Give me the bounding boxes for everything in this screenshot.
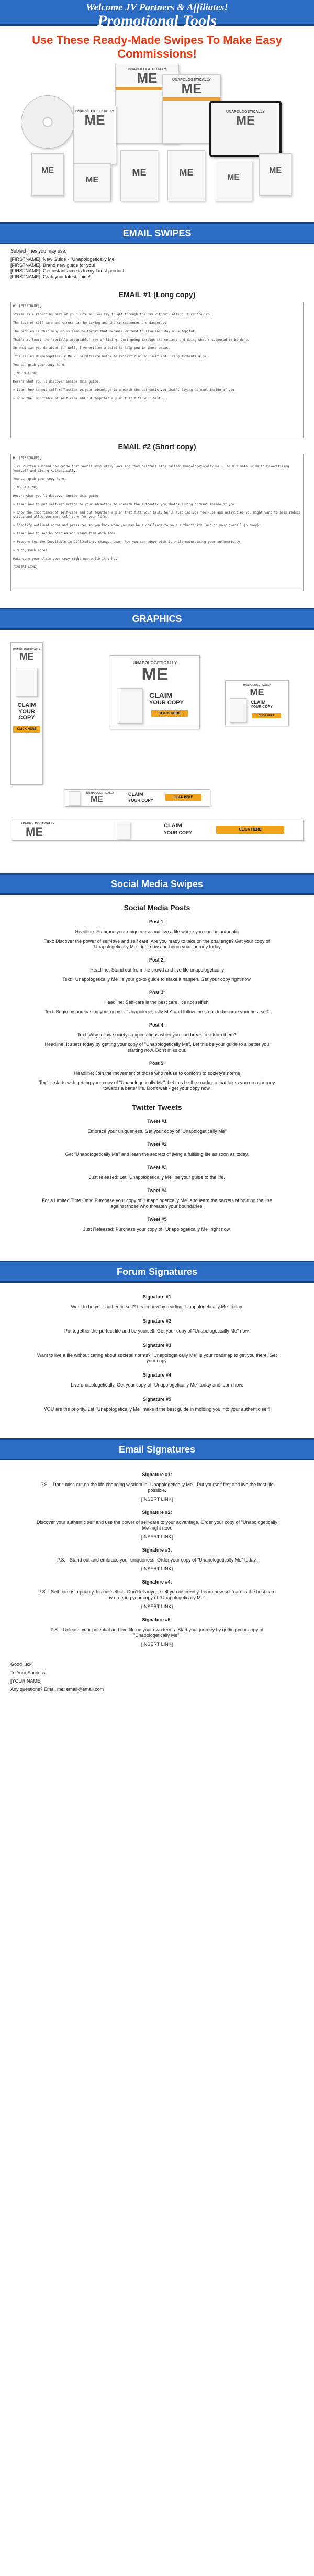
signature-link: [INSERT LINK] bbox=[141, 1566, 173, 1571]
subject-intro: Subject lines you may use: bbox=[10, 248, 67, 254]
product-book-small-4 bbox=[167, 150, 205, 201]
banner-claim: CLAIM bbox=[17, 702, 36, 708]
tweet-label: Tweet #2 bbox=[147, 1142, 167, 1147]
signature-label: Signature #1: bbox=[142, 1472, 172, 1477]
section-email-swipes: EMAIL SWIPES bbox=[0, 222, 314, 244]
book-title: ME bbox=[84, 112, 105, 128]
banner-product-image bbox=[117, 822, 130, 839]
email-signature bbox=[0, 1617, 314, 1647]
email1-textarea[interactable]: Hi [FIRSTNAME], Stress is a recurring part of your life and you try to get through the day without letting it control you. The lack of self-care and stress can be taxing and the consequences are dangerous. The problem is that many of us seem to forget that because we tend to live each day on autopilot. That's at least the "socially acceptable" way of living. Just going through the motions and doing what's supposed to be done. So what can you do about it? Well, I've written a guide to help you in these areas. It's called Unapologetically Me - The Ultimate Guide to Prioritizing Yourself and Living Authentically. You can grab your copy here: [INSERT LINK] Here's what you'll discover inside this guide: > Learn how to put self-reflection to your advantage to unearth the authentic you that's living dormant inside of you. > Know the importance of self-care and put together a plan that fits your best... bbox=[10, 302, 304, 438]
post-line: Headline: It starts today by getting your copy of "Unapologetically Me". Let this be your guide to a better you starting now. Don't miss out. bbox=[44, 1042, 270, 1053]
post-line: Text: "Unapologetically Me" is your go-to guide to make it happen. Get your copy right now. bbox=[62, 977, 252, 982]
banner-product-image bbox=[118, 688, 143, 724]
product-book-small-1 bbox=[31, 153, 64, 196]
banner-leaderboard-small[interactable] bbox=[65, 789, 210, 807]
tweet-text: Get "Unapologetically Me" and learn the secrets of living a fulfilling life as soon as today. bbox=[65, 1152, 249, 1157]
post-label: Post 5: bbox=[149, 1061, 165, 1066]
signature-label: Signature #2 bbox=[142, 1318, 172, 1324]
signature-label: Signature #5 bbox=[142, 1396, 172, 1402]
post-label: Post 4: bbox=[149, 1022, 165, 1028]
banner-claim: CLAIM bbox=[251, 700, 266, 705]
forum-signature bbox=[0, 1372, 314, 1388]
banner-square[interactable] bbox=[110, 655, 200, 729]
signature-label: Signature #2: bbox=[142, 1510, 172, 1515]
subject-line: [FIRSTNAME], Get instant access to my latest product! bbox=[10, 268, 126, 274]
post-line: Headline: Stand out from the crowd and live life unapologetically bbox=[90, 967, 224, 973]
social-post bbox=[0, 1061, 314, 1091]
post-line: Text: Begin by purchasing your copy of "Unapologetically Me" and follow the steps to become your best self. bbox=[44, 1009, 270, 1014]
post-line: Text: Why follow society's expectations when you can break free from them? bbox=[77, 1032, 237, 1038]
forum-signature bbox=[0, 1294, 314, 1310]
banner-title: ME bbox=[250, 687, 264, 697]
product-disc bbox=[21, 95, 74, 149]
post-line: Headline: Join the movement of those who refuse to conform to society's norms bbox=[74, 1071, 240, 1076]
email-signature bbox=[0, 1579, 314, 1610]
banner-product-image bbox=[230, 698, 246, 723]
post-line: Headline: Self-care is the best care. It's not selfish. bbox=[104, 1000, 210, 1005]
signature-link: [INSERT LINK] bbox=[141, 1497, 173, 1502]
closing-line: [YOUR NAME] bbox=[10, 1678, 42, 1684]
banner-kicker: UNAPOLOGETICALLY bbox=[13, 648, 41, 651]
signature-text: P.S. - Unleash your potential and live life on your own terms. Start your journey by getting your copy of "Unapologetically Me". bbox=[50, 1627, 264, 1638]
contact-email[interactable]: Any questions? Email me: email@email.com bbox=[10, 1687, 104, 1692]
section-forum: Forum Signatures bbox=[0, 1261, 314, 1283]
signature-link: [INSERT LINK] bbox=[141, 1534, 173, 1540]
tweet-label: Tweet #3 bbox=[147, 1165, 167, 1170]
banner-kicker: UNAPOLOGETICALLY bbox=[243, 684, 271, 687]
header-subtitle: Welcome JV Partners & Affiliates! bbox=[86, 2, 228, 13]
section-graphics: GRAPHICS bbox=[0, 608, 314, 630]
banner-title: ME bbox=[141, 664, 169, 684]
subject-line: [FIRSTNAME], Brand new guide for you! bbox=[10, 263, 96, 268]
social-post bbox=[0, 919, 314, 950]
tweet-text: Embrace your uniqueness. Get your copy of "Unapologetically Me" bbox=[87, 1129, 227, 1134]
tweet-text: Just Released: Purchase your copy of "Unapologetically Me" right now. bbox=[83, 1227, 231, 1232]
click-here-button[interactable]: CLICK HERE bbox=[216, 826, 284, 834]
book-title: ME bbox=[269, 166, 282, 175]
social-posts-title: Social Media Posts bbox=[124, 903, 190, 912]
section-social: Social Media Swipes bbox=[0, 873, 314, 895]
signature-label: Signature #1 bbox=[142, 1294, 172, 1300]
box-kicker: UNAPOLOGETICALLY bbox=[172, 78, 211, 82]
book-title: ME bbox=[86, 176, 98, 184]
signature-label: Signature #5: bbox=[142, 1617, 172, 1622]
click-here-button[interactable]: CLICK HERE bbox=[151, 710, 188, 717]
tablet-screen bbox=[211, 103, 279, 155]
post-label: Post 3: bbox=[149, 990, 165, 995]
banner-claim-sub: YOUR COPY bbox=[251, 705, 273, 709]
box-kicker: UNAPOLOGETICALLY bbox=[127, 68, 167, 71]
banner-claim-sub: YOUR COPY bbox=[128, 798, 154, 803]
section-email-signatures: Email Signatures bbox=[0, 1438, 314, 1460]
box-title: ME bbox=[137, 70, 158, 86]
closing bbox=[0, 1660, 314, 1694]
tweet bbox=[0, 1119, 314, 1134]
tweet-label: Tweet #1 bbox=[147, 1119, 167, 1124]
post-label: Post 1: bbox=[149, 919, 165, 924]
post-line: Text: It starts with getting your copy of "Unapologetically Me". Let this be the roadmap that takes you on a journey towards a better life. Don't wait - get your copy now. bbox=[39, 1080, 275, 1091]
forum-signature bbox=[0, 1342, 314, 1364]
signature-text: P.S. - Stand out and embrace your uniqueness. Order your copy of "Unapologetically Me" today. bbox=[57, 1557, 257, 1563]
email-signature bbox=[0, 1510, 314, 1540]
book-kicker: UNAPOLOGETICALLY bbox=[75, 110, 115, 113]
banner-product-image bbox=[16, 668, 38, 697]
banner-product-image bbox=[69, 791, 80, 806]
signature-label: Signature #4: bbox=[142, 1579, 172, 1585]
banner-title: ME bbox=[19, 651, 34, 662]
click-here-button[interactable]: CLICK HERE bbox=[165, 794, 201, 801]
graphics-gallery bbox=[0, 630, 314, 820]
banner-leaderboard-wide[interactable] bbox=[12, 820, 304, 841]
banner-claim-sub: YOUR COPY bbox=[164, 830, 193, 835]
signature-text: Want to live a life without caring about societal norms? "Unapologetically Me" is your roadmap to get you there. Get your copy. bbox=[37, 1352, 277, 1363]
signature-link: [INSERT LINK] bbox=[141, 1642, 173, 1647]
social-post bbox=[0, 990, 314, 1015]
signature-text: Live unapologetically. Get your copy of "Unapologetically Me" today and learn how. bbox=[71, 1382, 243, 1388]
forum-signature bbox=[0, 1318, 314, 1334]
signature-text: Want to be your authentic self? Learn how by reading "Unapologetically Me" today. bbox=[71, 1304, 243, 1309]
banner-kicker: UNAPOLOGETICALLY bbox=[21, 822, 55, 825]
email1-title: EMAIL #1 (Long copy) bbox=[118, 290, 196, 299]
email2-title: EMAIL #2 (Short copy) bbox=[118, 442, 196, 451]
signature-label: Signature #3: bbox=[142, 1547, 172, 1553]
banner-kicker: UNAPOLOGETICALLY bbox=[132, 661, 177, 665]
banner-title: ME bbox=[91, 795, 103, 804]
tweet bbox=[0, 1142, 314, 1158]
signature-label: Signature #3 bbox=[142, 1342, 172, 1348]
tweet-text: For a Limited Time Only: Purchase your copy of "Unapologetically Me" and learn the secrets of holding the line against those who threaten your boundaries. bbox=[42, 1198, 272, 1209]
closing-line: To Your Success, bbox=[10, 1670, 47, 1675]
book-title: ME bbox=[41, 166, 54, 175]
post-line: Headline: Embrace your uniqueness and live a life where you can be authentic bbox=[75, 929, 239, 934]
product-tablet bbox=[209, 101, 282, 157]
signature-label: Signature #4 bbox=[142, 1372, 172, 1378]
signature-text: Discover your authentic self and use the power of self-care to your advantage. Order your copy of "Unapologetically Me" right now. bbox=[37, 1520, 277, 1531]
product-book-small-5 bbox=[215, 161, 252, 201]
box-title: ME bbox=[181, 81, 202, 96]
banner-title: ME bbox=[26, 825, 43, 838]
tweet bbox=[0, 1188, 314, 1209]
page-header bbox=[0, 0, 314, 29]
click-here-button[interactable]: CLICK HERE bbox=[252, 713, 281, 718]
forum-signature bbox=[0, 1396, 314, 1412]
post-line: Text: Discover the power of self-love and self care. Are you ready to take on the challenge? Get your copy of "Unapologetically Me" right now and begin your journey today. bbox=[44, 938, 270, 949]
tweets-title: Twitter Tweets bbox=[132, 1103, 182, 1111]
product-collage bbox=[0, 64, 314, 209]
page-title: Promotional Tools bbox=[97, 12, 217, 29]
book-title: ME bbox=[132, 167, 147, 178]
product-book-small-3 bbox=[120, 150, 158, 201]
banner-claim: CLAIM bbox=[128, 792, 143, 797]
closing-line: Good luck! bbox=[10, 1662, 33, 1667]
banner-claim-sub: YOUR COPY bbox=[18, 708, 35, 721]
social-post bbox=[0, 957, 314, 983]
signature-text: YOU are the priority. Let "Unapologetically Me" make it the best guide in molding you into your authentic self! bbox=[43, 1406, 271, 1412]
email-signature bbox=[0, 1547, 314, 1572]
banner-claim-sub: YOUR COPY bbox=[149, 700, 184, 706]
post-label: Post 2: bbox=[149, 957, 165, 963]
tweet-text: Just released: Let "Unapologetically Me" be your guide to the life. bbox=[89, 1175, 225, 1180]
signature-link: [INSERT LINK] bbox=[141, 1604, 173, 1609]
banner-kicker: UNAPOLOGETICALLY bbox=[86, 792, 114, 795]
subject-line: [FIRSTNAME], New Guide - "Unapologetically Me" bbox=[10, 257, 116, 262]
book-title: ME bbox=[227, 173, 240, 182]
signature-text: P.S. - Self-care is a priority. It's not selfish. Don't let anyone tell you differently. Learn how self-care is the best care by ordering your copy of "Unapologetically Me". bbox=[38, 1589, 276, 1600]
tweet bbox=[0, 1217, 314, 1232]
tagline: Use These Ready-Made Swipes To Make Easy Commissions! bbox=[32, 34, 282, 60]
social-post bbox=[0, 1022, 314, 1053]
banner-claim: CLAIM bbox=[164, 823, 182, 829]
product-book-small-6 bbox=[259, 153, 291, 196]
email-swipes bbox=[0, 248, 314, 591]
banner-skyscraper[interactable] bbox=[10, 642, 43, 785]
signature-text: P.S. - Don't miss out on the life-changing wisdom in "Unapologetically Me". Put yourself first and live the best life possible. bbox=[40, 1482, 274, 1493]
email2-textarea[interactable]: Hi [FIRSTNAME], I've written a brand new guide that you'll absolutely love and find helpful! It's called: Unapologetically Me - The Ultimate Guide to Prioritizing Yourself and Living Authentically. You can grab your copy here: [INSERT LINK] Here's what you'll discover inside this guide: > Learn how to put self-reflection to your advantage to unearth the authentic you that's living dormant inside of you. > Know the importance of self-care and put together a plan that fits your best. We'll also include feel-ups and activities you might want to help reduce stress and allow you more self-care for your life. > Identify outlined norms and pressures so you know when you may be a challenge to your authenticity (and on your overall journey). > Learn how to set boundaries and stand firm with them. > Prepare for the Inevitable in Difficult to change. Learn how you can adopt with it while maintaining your authenticity. > Much, much more! Make sure your claim your copy right now while it's hot! [INSERT LINK] bbox=[10, 454, 304, 591]
subject-line: [FIRSTNAME], Grab your latest guide! bbox=[10, 274, 91, 279]
banner-claim: CLAIM bbox=[149, 691, 173, 700]
email-signature bbox=[0, 1472, 314, 1502]
tweet bbox=[0, 1165, 314, 1181]
book-title: ME bbox=[179, 167, 194, 178]
tweet-label: Tweet #4 bbox=[147, 1188, 167, 1193]
product-book-left bbox=[73, 106, 116, 165]
tablet-title: ME bbox=[236, 114, 255, 128]
click-here-button[interactable]: CLICK HERE bbox=[13, 726, 40, 733]
tweet-label: Tweet #5 bbox=[147, 1217, 167, 1222]
banner-small-square[interactable] bbox=[225, 680, 289, 726]
product-book-small-2 bbox=[73, 163, 111, 201]
signature-text: Put together the perfect life and be yourself. Get your copy of "Unapologetically Me" now. bbox=[64, 1328, 250, 1334]
tablet-kicker: UNAPOLOGETICALLY bbox=[226, 110, 265, 114]
